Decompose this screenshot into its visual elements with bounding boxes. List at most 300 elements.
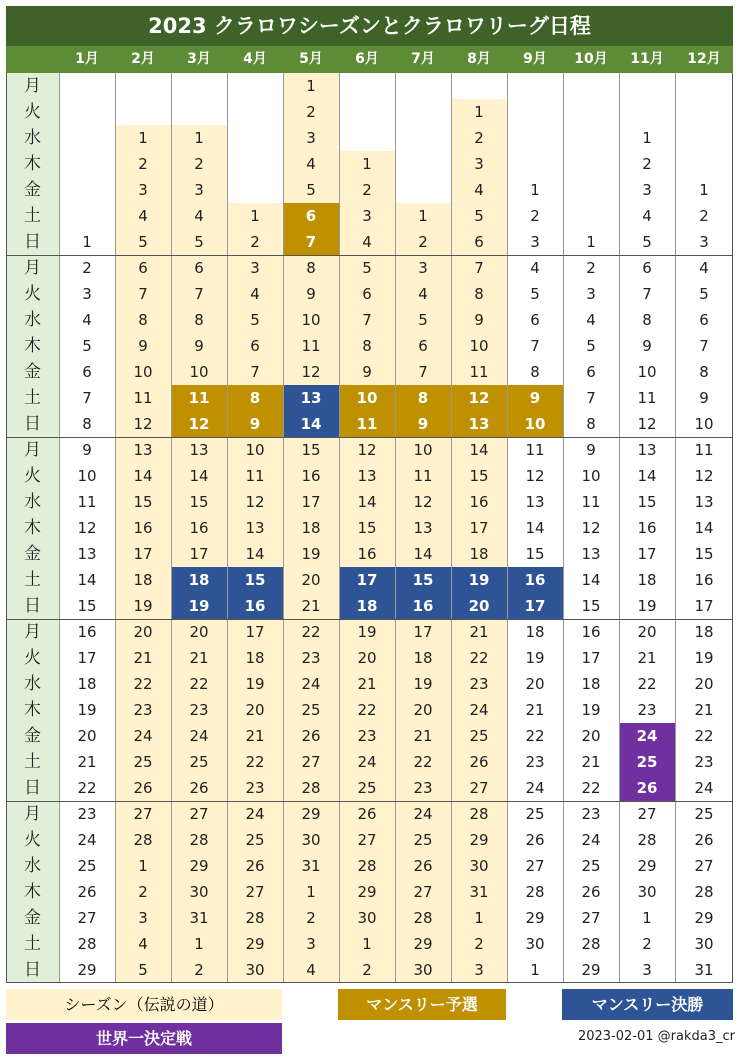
day-cell: 10 (451, 333, 507, 359)
day-cell: 1 (115, 125, 171, 151)
day-cell: 2 (171, 957, 227, 983)
day-cell: 25 (227, 827, 283, 853)
day-cell: 17 (395, 619, 451, 645)
day-cell (675, 151, 733, 177)
day-cell: 17 (581, 649, 601, 667)
day-cell: 21 (637, 649, 657, 667)
weekday-label: 金 (6, 359, 59, 385)
day-cell: 16 (227, 593, 283, 619)
day-cell: 11 (283, 333, 339, 359)
day-cell (563, 99, 619, 125)
grid-column-divider (115, 73, 116, 983)
weekday-label: 土 (6, 385, 59, 411)
day-cell: 4 (586, 311, 596, 329)
weekday-label: 木 (6, 697, 59, 723)
day-cell (115, 73, 171, 99)
day-cell: 2 (227, 229, 283, 255)
day-cell: 29 (637, 857, 657, 875)
day-cell: 19 (395, 671, 451, 697)
day-cell: 11 (339, 411, 395, 437)
day-cell: 27 (395, 879, 451, 905)
grid-outer-border (732, 73, 733, 983)
day-cell: 4 (171, 203, 227, 229)
day-cell: 24 (115, 723, 171, 749)
day-cell: 2 (586, 259, 596, 277)
day-cell: 3 (699, 233, 709, 251)
day-cell: 23 (115, 697, 171, 723)
day-cell: 8 (339, 333, 395, 359)
day-cell: 14 (227, 541, 283, 567)
day-cell: 14 (283, 411, 339, 437)
day-cell: 8 (283, 255, 339, 281)
weekday-label: 火 (6, 827, 59, 853)
day-cell (563, 73, 619, 99)
calendar-grid (6, 46, 733, 981)
weekday-label: 水 (6, 307, 59, 333)
month-header: 3月 (171, 46, 227, 73)
grid-column-divider (507, 73, 508, 983)
day-cell: 12 (283, 359, 339, 385)
day-cell: 1 (699, 181, 709, 199)
day-cell: 21 (227, 723, 283, 749)
day-cell: 23 (581, 805, 601, 823)
weekday-label: 火 (6, 281, 59, 307)
header-corner (6, 46, 59, 73)
day-cell: 5 (283, 177, 339, 203)
day-cell: 20 (395, 697, 451, 723)
grid-column-divider (59, 73, 60, 983)
day-cell: 7 (395, 359, 451, 385)
weekday-label: 日 (6, 411, 59, 437)
day-cell: 27 (227, 879, 283, 905)
day-cell (115, 99, 171, 125)
month-header: 12月 (675, 46, 733, 73)
day-cell: 7 (227, 359, 283, 385)
day-cell: 2 (395, 229, 451, 255)
day-cell: 31 (451, 879, 507, 905)
grid-column-divider (675, 73, 676, 983)
day-cell: 20 (581, 727, 601, 745)
legend-season: シーズン（伝説の道） (6, 989, 282, 1020)
day-cell: 31 (283, 853, 339, 879)
day-cell: 7 (339, 307, 395, 333)
day-cell: 3 (530, 233, 540, 251)
day-cell: 5 (699, 285, 709, 303)
day-cell: 14 (395, 541, 451, 567)
day-cell: 22 (339, 697, 395, 723)
day-cell: 1 (395, 203, 451, 229)
day-cell: 31 (171, 905, 227, 931)
day-cell: 17 (227, 619, 283, 645)
day-cell: 2 (699, 207, 709, 225)
day-cell: 9 (82, 441, 92, 459)
day-cell (59, 177, 115, 203)
day-cell: 25 (525, 805, 545, 823)
day-cell: 28 (171, 827, 227, 853)
day-cell: 18 (581, 675, 601, 693)
day-cell: 24 (171, 723, 227, 749)
day-cell: 29 (77, 961, 97, 979)
day-cell: 17 (451, 515, 507, 541)
day-cell: 24 (619, 723, 675, 749)
day-cell: 14 (451, 437, 507, 463)
day-cell: 23 (694, 753, 714, 771)
day-cell: 2 (642, 935, 652, 953)
day-cell (675, 125, 733, 151)
month-header: 11月 (619, 46, 675, 73)
day-cell: 30 (395, 957, 451, 983)
day-cell: 18 (227, 645, 283, 671)
day-cell: 26 (619, 775, 675, 801)
day-cell: 14 (171, 463, 227, 489)
day-cell: 8 (227, 385, 283, 411)
day-cell: 5 (171, 229, 227, 255)
day-cell: 23 (171, 697, 227, 723)
day-cell: 1 (283, 73, 339, 99)
day-cell: 12 (395, 489, 451, 515)
day-cell: 3 (451, 151, 507, 177)
weekday-label: 木 (6, 151, 59, 177)
day-cell: 22 (451, 645, 507, 671)
day-cell: 30 (227, 957, 283, 983)
day-cell: 31 (694, 961, 714, 979)
day-cell: 8 (530, 363, 540, 381)
day-cell: 19 (283, 541, 339, 567)
day-cell: 16 (171, 515, 227, 541)
day-cell: 6 (530, 311, 540, 329)
month-header: 9月 (507, 46, 563, 73)
day-cell: 11 (694, 441, 714, 459)
day-cell: 8 (586, 415, 596, 433)
day-cell: 7 (699, 337, 709, 355)
day-cell: 20 (283, 567, 339, 593)
day-cell: 14 (115, 463, 171, 489)
day-cell: 10 (115, 359, 171, 385)
day-cell: 24 (694, 779, 714, 797)
day-cell: 6 (395, 333, 451, 359)
day-cell: 29 (339, 879, 395, 905)
day-cell: 10 (637, 363, 657, 381)
weekday-label: 月 (6, 73, 59, 99)
day-cell: 1 (530, 961, 540, 979)
day-cell: 16 (694, 571, 714, 589)
day-cell: 13 (525, 493, 545, 511)
day-cell: 25 (77, 857, 97, 875)
day-cell: 14 (525, 519, 545, 537)
day-cell: 8 (395, 385, 451, 411)
day-cell (395, 73, 451, 99)
weekday-label: 火 (6, 99, 59, 125)
month-header: 8月 (451, 46, 507, 73)
day-cell: 3 (171, 177, 227, 203)
day-cell: 2 (283, 905, 339, 931)
day-cell: 9 (699, 389, 709, 407)
day-cell: 6 (283, 203, 339, 229)
day-cell: 9 (339, 359, 395, 385)
day-cell: 19 (694, 649, 714, 667)
day-cell: 15 (339, 515, 395, 541)
day-cell: 5 (82, 337, 92, 355)
day-cell: 9 (451, 307, 507, 333)
day-cell: 6 (642, 259, 652, 277)
day-cell: 15 (525, 545, 545, 563)
day-cell: 7 (586, 389, 596, 407)
day-cell: 13 (171, 437, 227, 463)
day-cell: 24 (525, 779, 545, 797)
day-cell: 3 (283, 125, 339, 151)
day-cell: 30 (283, 827, 339, 853)
day-cell: 13 (395, 515, 451, 541)
day-cell: 26 (171, 775, 227, 801)
day-cell: 1 (283, 879, 339, 905)
day-cell (619, 73, 675, 99)
day-cell: 18 (637, 571, 657, 589)
grid-column-divider (395, 73, 396, 983)
day-cell: 13 (637, 441, 657, 459)
day-cell: 9 (395, 411, 451, 437)
day-cell: 1 (642, 909, 652, 927)
day-cell: 26 (395, 853, 451, 879)
day-cell: 7 (171, 281, 227, 307)
weekday-label: 金 (6, 723, 59, 749)
day-cell: 10 (339, 385, 395, 411)
day-cell: 27 (77, 909, 97, 927)
day-cell: 29 (581, 961, 601, 979)
day-cell: 15 (283, 437, 339, 463)
day-cell: 1 (642, 129, 652, 147)
day-cell (451, 73, 507, 99)
weekday-label: 火 (6, 645, 59, 671)
day-cell: 10 (283, 307, 339, 333)
day-cell: 8 (82, 415, 92, 433)
weekday-label: 月 (6, 437, 59, 463)
day-cell: 1 (339, 931, 395, 957)
day-cell: 1 (530, 181, 540, 199)
day-cell: 1 (227, 203, 283, 229)
day-cell: 12 (339, 437, 395, 463)
day-cell: 25 (581, 857, 601, 875)
day-cell: 19 (339, 619, 395, 645)
day-cell: 30 (339, 905, 395, 931)
day-cell: 6 (699, 311, 709, 329)
day-cell: 5 (115, 957, 171, 983)
day-cell: 2 (339, 177, 395, 203)
day-cell: 30 (171, 879, 227, 905)
day-cell: 24 (283, 671, 339, 697)
month-header: 1月 (59, 46, 115, 73)
day-cell: 7 (530, 337, 540, 355)
day-cell: 10 (395, 437, 451, 463)
day-cell (563, 151, 619, 177)
day-cell: 13 (581, 545, 601, 563)
day-cell: 15 (227, 567, 283, 593)
day-cell: 11 (227, 463, 283, 489)
day-cell: 22 (395, 749, 451, 775)
day-cell: 29 (451, 827, 507, 853)
day-cell: 13 (694, 493, 714, 511)
day-cell: 26 (581, 883, 601, 901)
month-header: 4月 (227, 46, 283, 73)
day-cell: 6 (339, 281, 395, 307)
day-cell: 20 (637, 623, 657, 641)
day-cell: 23 (395, 775, 451, 801)
day-cell: 2 (82, 259, 92, 277)
week-divider (6, 801, 733, 802)
day-cell: 20 (115, 619, 171, 645)
day-cell: 4 (82, 311, 92, 329)
day-cell: 16 (507, 567, 563, 593)
day-cell: 19 (227, 671, 283, 697)
day-cell: 28 (451, 801, 507, 827)
day-cell (59, 73, 115, 99)
weekday-label: 水 (6, 489, 59, 515)
day-cell: 5 (115, 229, 171, 255)
day-cell: 19 (637, 597, 657, 615)
day-cell: 7 (283, 229, 339, 255)
day-cell: 22 (525, 727, 545, 745)
weekday-label: 月 (6, 255, 59, 281)
day-cell: 20 (227, 697, 283, 723)
weekday-label: 木 (6, 515, 59, 541)
day-cell: 19 (115, 593, 171, 619)
day-cell: 12 (451, 385, 507, 411)
day-cell: 1 (171, 125, 227, 151)
day-cell: 27 (283, 749, 339, 775)
legend-monthly-final: マンスリー決勝 (562, 989, 733, 1020)
day-cell: 18 (115, 567, 171, 593)
weekday-label: 金 (6, 541, 59, 567)
day-cell: 18 (171, 567, 227, 593)
day-cell: 5 (395, 307, 451, 333)
day-cell: 3 (115, 905, 171, 931)
weekday-label: 水 (6, 125, 59, 151)
day-cell: 5 (451, 203, 507, 229)
day-cell: 26 (115, 775, 171, 801)
day-cell (675, 99, 733, 125)
weekday-label: 日 (6, 957, 59, 983)
day-cell: 2 (451, 125, 507, 151)
day-cell (171, 73, 227, 99)
day-cell: 16 (581, 623, 601, 641)
week-divider (6, 619, 733, 620)
day-cell: 3 (82, 285, 92, 303)
day-cell: 15 (694, 545, 714, 563)
day-cell: 23 (637, 701, 657, 719)
day-cell: 24 (451, 697, 507, 723)
day-cell: 26 (77, 883, 97, 901)
day-cell: 19 (451, 567, 507, 593)
day-cell: 4 (283, 151, 339, 177)
day-cell: 23 (339, 723, 395, 749)
day-cell: 13 (451, 411, 507, 437)
day-cell: 23 (77, 805, 97, 823)
month-header: 6月 (339, 46, 395, 73)
day-cell: 29 (694, 909, 714, 927)
weekday-label: 金 (6, 177, 59, 203)
month-header: 7月 (395, 46, 451, 73)
day-cell: 25 (395, 827, 451, 853)
weekday-label: 土 (6, 931, 59, 957)
day-cell: 18 (77, 675, 97, 693)
weekday-label: 土 (6, 567, 59, 593)
day-cell: 12 (637, 415, 657, 433)
day-cell (59, 99, 115, 125)
grid-column-divider (171, 73, 172, 983)
day-cell: 3 (642, 181, 652, 199)
day-cell: 9 (283, 281, 339, 307)
day-cell (507, 73, 563, 99)
day-cell: 17 (339, 567, 395, 593)
day-cell: 29 (171, 853, 227, 879)
day-cell (339, 73, 395, 99)
day-cell (395, 151, 451, 177)
day-cell: 10 (507, 411, 563, 437)
day-cell: 6 (82, 363, 92, 381)
day-cell (227, 73, 283, 99)
day-cell: 16 (283, 463, 339, 489)
day-cell: 8 (171, 307, 227, 333)
day-cell: 3 (451, 957, 507, 983)
credit-text: 2023-02-01 @rakda3_cr (577, 1029, 735, 1044)
day-cell (339, 99, 395, 125)
day-cell: 26 (339, 801, 395, 827)
day-cell: 25 (619, 749, 675, 775)
day-cell: 28 (637, 831, 657, 849)
day-cell: 21 (339, 671, 395, 697)
day-cell: 14 (637, 467, 657, 485)
day-cell: 18 (339, 593, 395, 619)
weekday-label: 土 (6, 749, 59, 775)
day-cell: 12 (171, 411, 227, 437)
weekday-label: 月 (6, 619, 59, 645)
day-cell: 10 (77, 467, 97, 485)
day-cell: 4 (115, 931, 171, 957)
day-cell: 1 (82, 233, 92, 251)
day-cell (171, 99, 227, 125)
day-cell: 15 (451, 463, 507, 489)
day-cell: 29 (525, 909, 545, 927)
day-cell: 6 (115, 255, 171, 281)
day-cell: 12 (581, 519, 601, 537)
day-cell: 16 (115, 515, 171, 541)
day-cell: 26 (227, 853, 283, 879)
day-cell: 7 (82, 389, 92, 407)
page-title: 2023 クラロワシーズンとクラロワリーグ日程 (6, 6, 733, 46)
day-cell: 9 (227, 411, 283, 437)
day-cell: 3 (227, 255, 283, 281)
day-cell: 25 (451, 723, 507, 749)
day-cell: 15 (395, 567, 451, 593)
day-cell: 13 (227, 515, 283, 541)
day-cell: 4 (451, 177, 507, 203)
weekday-label: 金 (6, 905, 59, 931)
day-cell: 21 (525, 701, 545, 719)
day-cell: 2 (115, 879, 171, 905)
day-cell (227, 125, 283, 151)
day-cell: 22 (77, 779, 97, 797)
day-cell (227, 177, 283, 203)
day-cell: 5 (339, 255, 395, 281)
day-cell: 4 (395, 281, 451, 307)
day-cell: 25 (283, 697, 339, 723)
weekday-label: 水 (6, 853, 59, 879)
day-cell: 4 (283, 957, 339, 983)
day-cell: 22 (637, 675, 657, 693)
day-cell: 27 (171, 801, 227, 827)
weekday-label: 月 (6, 801, 59, 827)
day-cell: 16 (77, 623, 97, 641)
day-cell: 12 (525, 467, 545, 485)
